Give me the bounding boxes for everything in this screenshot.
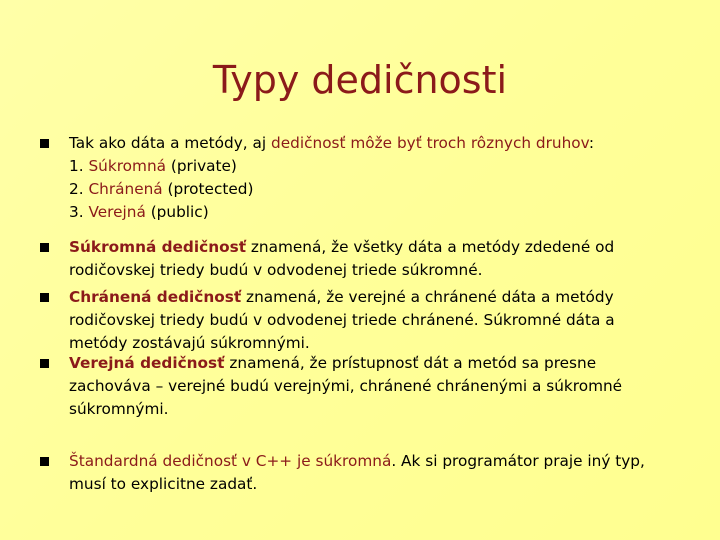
list-name: Chránená — [88, 180, 163, 198]
bullet-text-intro — [69, 132, 699, 224]
list-number: 3. — [69, 203, 89, 221]
square-bullet-icon — [40, 457, 49, 466]
public-text: znamená, že prístupnosť dát a metód sa presne — [224, 354, 597, 372]
private-line-1 — [69, 236, 699, 259]
protected-line-1 — [69, 286, 699, 309]
protected-text: znamená, že verejné a chránené dáta a metódy — [241, 288, 614, 306]
private-text: znamená, že všetky dáta a metódy zdedené od — [246, 238, 615, 256]
list-name: Súkromná — [88, 157, 167, 175]
public-term: Verejná dedičnosť — [69, 354, 225, 372]
private-term: Súkromná dedičnosť — [69, 238, 247, 256]
protected-line-2: rodičovskej triedy budú v odvodenej triede chránené. Súkromné dáta a — [69, 311, 615, 329]
bullet-text-protected — [69, 286, 699, 355]
list-item-private — [69, 155, 699, 178]
list-term: (private) — [166, 157, 237, 175]
intro-suffix: : — [588, 134, 595, 152]
intro-prefix: Tak ako dáta a metódy, aj — [69, 134, 272, 152]
square-bullet-icon — [40, 359, 49, 368]
list-term: (protected) — [162, 180, 254, 198]
intro-line — [69, 132, 699, 155]
public-line-2: zachováva – verejné budú verejnými, chránené chránenými a súkromné — [69, 377, 623, 395]
private-line-2: rodičovskej triedy budú v odvodenej triede súkromné. — [69, 261, 483, 279]
public-line-1 — [69, 352, 699, 375]
list-name: Verejná — [88, 203, 146, 221]
list-number: 1. — [69, 157, 89, 175]
bullet-text-private — [69, 236, 699, 282]
intro-highlight: dedičnosť môže byť troch rôznych druhov — [271, 134, 589, 152]
list-item-public — [69, 201, 699, 224]
bullet-text-standard — [69, 450, 699, 496]
standard-line-1 — [69, 450, 699, 473]
protected-term: Chránená dedičnosť — [69, 288, 242, 306]
standard-text: . Ak si programátor praje iný typ, — [391, 452, 645, 470]
bullet-text-public — [69, 352, 699, 421]
list-item-protected — [69, 178, 699, 201]
list-term: (public) — [145, 203, 209, 221]
standard-highlight: Štandardná dedičnosť v C++ je súkromná — [69, 452, 392, 470]
square-bullet-icon — [40, 293, 49, 302]
protected-line-3: metódy zostávajú súkromnými. — [69, 334, 310, 352]
public-line-3: súkromnými. — [69, 400, 169, 418]
list-number: 2. — [69, 180, 89, 198]
square-bullet-icon — [40, 243, 49, 252]
slide-title: Typy dedičnosti — [212, 58, 508, 102]
square-bullet-icon — [40, 139, 49, 148]
standard-line-2: musí to explicitne zadať. — [69, 475, 258, 493]
